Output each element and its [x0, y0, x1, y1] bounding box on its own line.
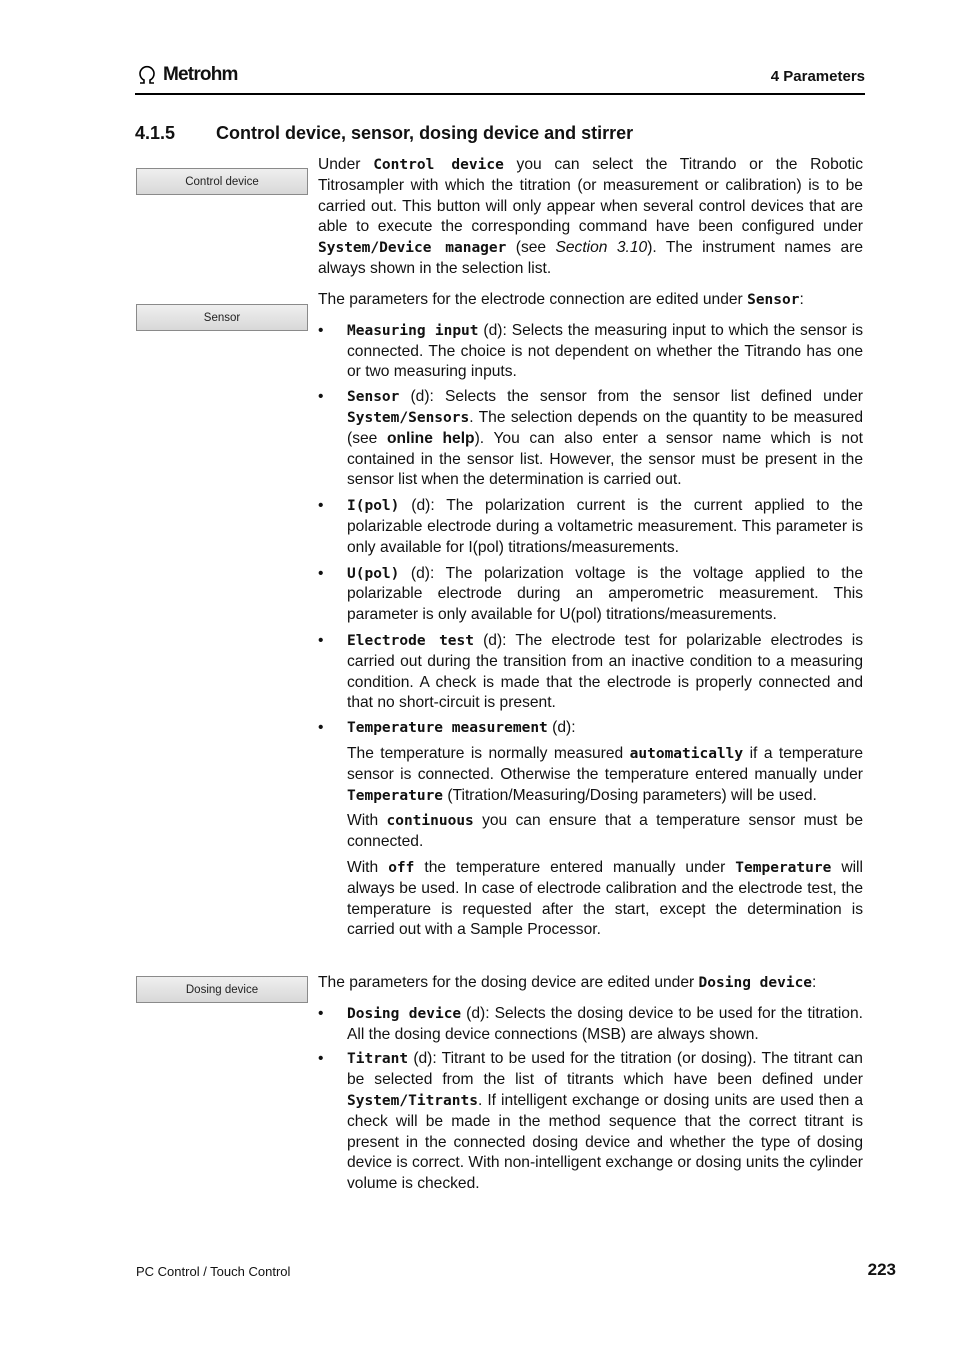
- paragraph: The temperature is normally measured automatically if a temperature sensor is connected. Otherwise the temperature entered manually under Temperature (Titration/Measuring/Dosing parameters) will be used.: [347, 744, 864, 804]
- paragraph: Under Control device you can select the Titrando or the Robotic Titrosampler with which the titration (or measurement or calibration) is to be carried out. This button will only appear when several control devices that are able to execute the corresponding command have been configured under System/Device manager (see Section 3.10). The instrument names are always shown in the selection list.: [318, 156, 864, 277]
- list-item: • Electrode test (d): The electrode test for polarizable electrodes is carried out during the transition from an inactive condition to a measuring condition. A check is made that the electrode is properly connected and that no short-circuit is present.: [318, 631, 863, 712]
- omega-logo-icon: [135, 65, 159, 85]
- control-device-button[interactable]: Control device: [136, 168, 308, 195]
- section-heading: [135, 123, 633, 144]
- paragraph: With off the temperature entered manually under Temperature will always be used. In case of electrode calibration and the electrode test, the temperature is requested after the start, except the determination is carried out with a Sample Processor.: [347, 858, 863, 939]
- sensor-description: [318, 290, 863, 941]
- dosing-device-button[interactable]: Dosing device: [136, 976, 308, 1003]
- dosing-parameter-list: [318, 1004, 863, 1195]
- list-item: • Titrant (d): Titrant to be used for the titration (or dosing). The titrant can be selected from the list of titrants which have been defined under System/Titrants. If intelligent exchange or dosing units are used then a check will be made in the method sequence that the correct titrant is present in the connected dosing device and whether the type of dosing device is correct. With non-intelligent exchange or dosing units the cylinder volume is checked.: [318, 1050, 863, 1193]
- section-number: 4.1.5: [135, 123, 176, 143]
- list-item: • Temperature measurement (d):: [318, 719, 576, 737]
- chapter-title: 4 Parameters: [770, 68, 865, 85]
- paragraph: The parameters for the dosing device are edited under Dosing device:: [318, 974, 817, 991]
- control-device-description: [318, 155, 863, 280]
- footer-product: PC Control / Touch Control: [136, 1264, 291, 1279]
- page-number: 223: [867, 1260, 896, 1279]
- sensor-button[interactable]: Sensor: [136, 304, 308, 331]
- list-item: • Dosing device (d): Selects the dosing device to be used for the titration. All the dosing device connections (MSB) are always shown.: [318, 1004, 863, 1043]
- paragraph: With continuous you can ensure that a temperature sensor must be connected.: [347, 812, 864, 851]
- paragraph: The parameters for the electrode connection are edited under Sensor:: [318, 291, 804, 308]
- list-item: • Measuring input (d): Selects the measuring input to which the sensor is connected. The choice is not dependent on whether the Titrando has one or two measuring inputs.: [318, 321, 864, 381]
- dosing-device-description: [318, 973, 863, 1195]
- list-item: • I(pol) (d): The polarization current is the current applied to the polarizable electrode during a voltametric measurement. This parameter is only available for I(pol) titrations/measurements.: [318, 497, 863, 556]
- list-item: • Sensor (d): Selects the sensor from the sensor list defined under System/Sensors. The selection depends on the quantity to be measured (see online help). You can also enter a sensor name which is not contained in the sensor list. However, the sensor must be present in the sensor list when the determination is carried out.: [318, 388, 863, 489]
- metrohm-logo: [135, 64, 238, 86]
- page-header: [135, 60, 865, 95]
- list-item: • U(pol) (d): The polarization voltage is the voltage applied to the polarizable electrode during an amperometric measurement. This parameter is only available for U(pol) titrations/measurements.: [318, 564, 863, 624]
- section-title: Control device, sensor, dosing device and stirrer: [216, 123, 634, 143]
- brand-name: Metrohm: [163, 64, 238, 85]
- sensor-parameter-list: [318, 321, 863, 739]
